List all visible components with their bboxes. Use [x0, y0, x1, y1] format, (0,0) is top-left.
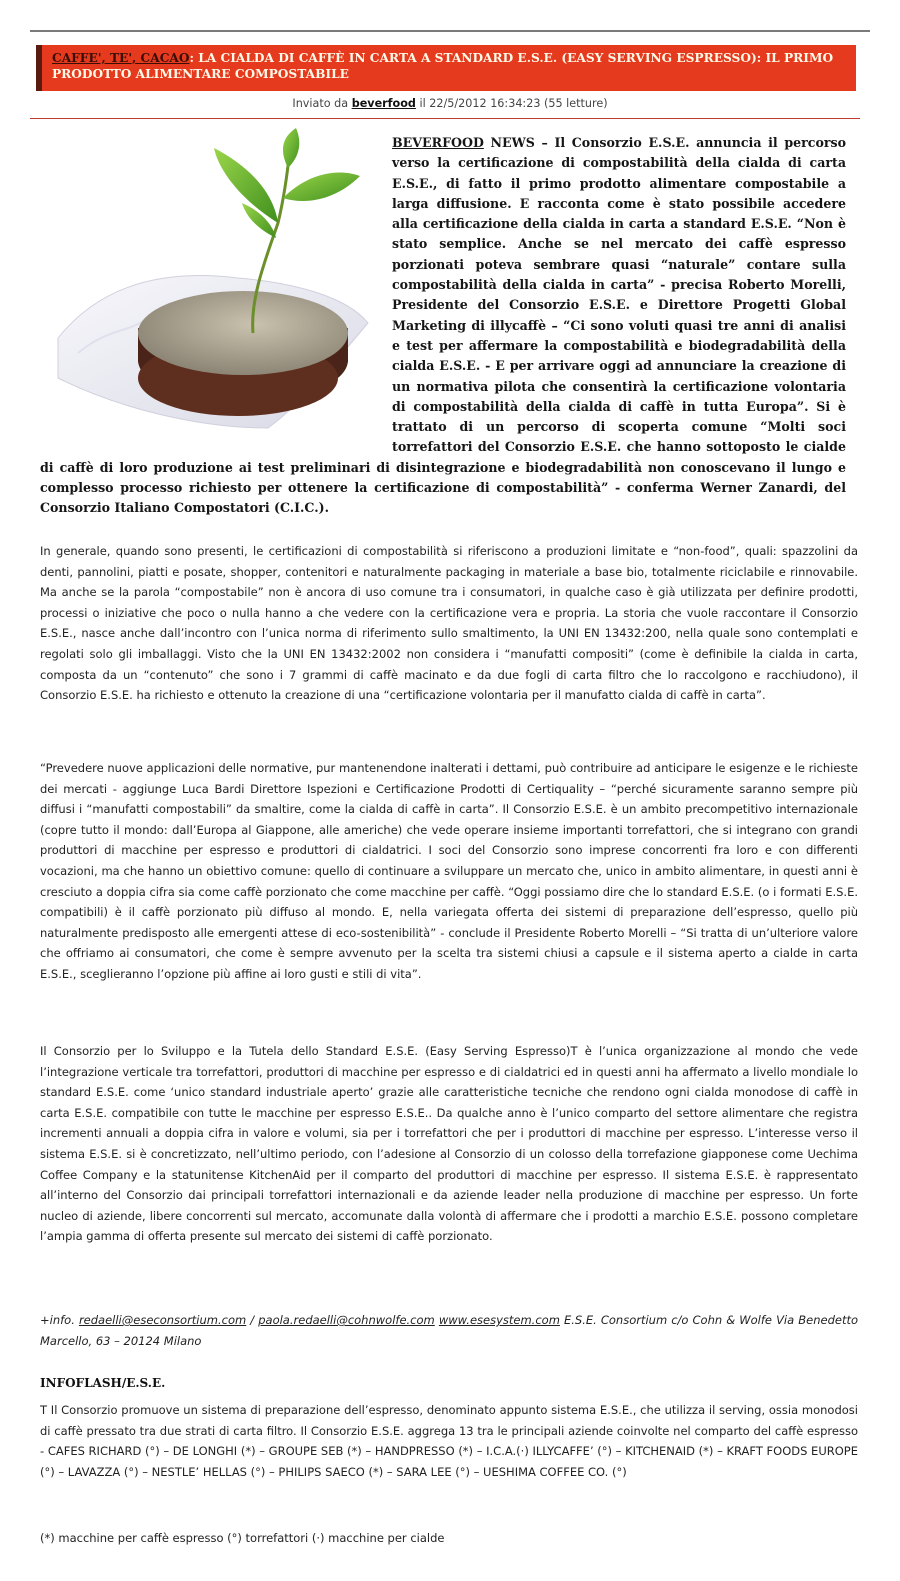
- email-link-2[interactable]: paola.redaelli@cohnwolfe.com: [258, 1313, 435, 1327]
- infoflash-legend: (*) macchine per caffè espresso (°) torrefattori (·) macchine per cialde: [40, 1531, 445, 1545]
- infoflash-text: T Il Consorzio promuove un sistema di preparazione dell’espresso, denominato appunto sistema E.S.E., che utilizza il serving, ossia monodosi di caffè pressato tra due strati di carta filtro. Il Consorzio E.S.E. aggrega 13 tra le principali aziende coinvolte nel comparto del caffè espresso - CAFES RICHARD (°) – DE LONGHI (*) – GROUPE SEB (*) – HANDPRESSO (*) – I.C.A.(·) ILLYCAFFE’ (°) – KITCHENAID (*) – KRAFT FOODS EUROPE (°) – LAVAZZA (°) – NESTLE’ HELLAS (°) – PHILIPS SAECO (*) – SARA LEE (°) – UESHIMA COFFEE CO. (°): [40, 1403, 858, 1479]
- paragraph-2: “Prevedere nuove applicazioni delle normative, pur mantenendone inalterati i dettami, può contribuire ad anticipare le esigenze e le richieste dei mercati - aggiunge Luca Bardi Direttore Ispezioni e Certificazione Prodotti di Certiquality – “perché sicuramente saranno sempre più diffusi i “manufatti compostabili” da smaltire, come la cialda di caffè in carta”. Il Consorzio E.S.E. è un ambito precompetitivo internazionale (copre tutto il mondo: dall’Europa al Giappone, alle americhe) che vede operare insieme importanti torrefattori, che si integrano con grandi produttori di macchine per espresso e produttori di cialdatrici. I soci del Consorzio sono imprese concorrenti fra loro e con differenti vocazioni, ma che hanno un obiettivo comune: quello di continuare a sviluppare un mercato che, unico in ambito alimentare, in questi anni è cresciuto a doppia cifra sia come caffè porzionato che come macchine per caffè. “Oggi possiamo dire che lo standard E.S.E. (o i formati E.S.E. compatibili) è il caffè porzionato più diffuso al mondo. E, nella variegata offerta dei sistemi di preparazione dell’espresso, quello più naturalmente predisposto alle emergenti attese di eco-sostenibilità” - conclude il Presidente Roberto Morelli – “Si tratta di un’ulteriore valore che offriamo ai consumatori, che come è sempre avvenuto per la scelta tra sistemi chiusi a capsule e il sistema aperto a cialde in carta E.S.E., sceglieranno l’opzione più affine ai loro gusti e stili di vita”.: [40, 761, 858, 981]
- lead-text: NEWS – Il Consorzio E.S.E. annuncia il percorso verso la certificazione di compostabilità della cialda di carta E.S.E., di fatto il primo prodotto alimentare compostabile a larga diffusione. E racconta come è stato possibile accedere alla certificazione della cialda in carta a standard E.S.E. “Non è stato semplice. Anche se nel mercato dei caffè espresso porzionati poteva sembrare quasi “naturale” contare sulla compostabilità della cialda in carta” - precisa Roberto Morelli, Presidente del Consorzio E.S.E. e Direttore Progetti Global Marketing di illycaffè – “Ci sono voluti quasi tre anni di analisi e test per affermare la compostabilità e biodegradabilità della cialda E.S.E. - E per arrivare oggi ad annunciare la creazione di un normativa pilota che consentirà la certificazione volontaria di compostabilità della cialda di caffè in tutta Europa”. Si è trattato di un percorso di scoperta comune “Molti soci torrefattori del Consorzio E.S.E. che hanno sottoposto le cialde di caffè di loro produzione ai test preliminari di disintegrazione e biodegradabilità non conoscevano il lungo e complesso processo richiesto per ottenere la certificazione di compostabilità” - conferma Werner Zanardi, del Consorzio Italiano Compostatori (C.I.C.).: [40, 135, 846, 516]
- website-link[interactable]: www.esesystem.com: [438, 1313, 560, 1327]
- infoflash-title: INFOFLASH/E.S.E.: [40, 1376, 166, 1390]
- category-link[interactable]: CAFFE', TE', CACAO: [52, 51, 190, 65]
- article-title: : LA CIALDA DI CAFFÈ IN CARTA A STANDARD E.S.E. (EASY SERVING ESPRESSO): IL PRIMO PRODOTTO ALIMENTARE COMPOSTABILE: [52, 51, 834, 81]
- paragraph-1: In generale, quando sono presenti, le certificazioni di compostabilità si riferiscono a produzioni limitate e “non-food”, quali: spazzolini da denti, pannolini, piatti e posate, shopper, contenitori e naturalmente packaging in materiale a base bio, totalmente riciclabile e rinnovabile. Ma anche se la parola “compostabile” non è ancora di uso comune tra i consumatori, in qualche caso è già utilizzata per definire prodotti, processi o iniziative che poco o nulla hanno a che vedere con la certificazione vera e propria. La storia che vuole raccontare il Consorzio E.S.E., nasce anche dall’incontro con l’unica norma di riferimento sullo smaltimento, la UNI EN 13432:200, nella quale sono contemplati e regolati solo gli imballaggi. Visto che la UNI EN 13432:2002 non considera i “manufatti compositi” (come è definibile la cialda in carta, composta da un “contenuto” che sono i 7 grammi di caffè macinato e da due fogli di carta filtro che lo raccolgono e racchiudono), il Consorzio E.S.E. ha richiesto e ottenuto la creazione di una “certificazione volontaria per il manufatto cialda di caffè in carta”.: [40, 544, 858, 703]
- article-header: [36, 45, 856, 91]
- meta-date: il 22/5/2012 16:34:23 (55 letture): [419, 97, 608, 110]
- brand-link[interactable]: BEVERFOOD: [392, 135, 484, 150]
- meta-prefix: Inviato da: [292, 97, 349, 110]
- info-address: E.S.E. Consortium c/o Cohn & Wolfe Via Benedetto Marcello, 63 – 20124 Milano: [40, 1313, 859, 1348]
- top-rule: [30, 30, 870, 32]
- email-link-1[interactable]: redaelli@eseconsortium.com: [78, 1313, 247, 1327]
- author-link[interactable]: beverfood: [351, 97, 416, 110]
- article-meta: [0, 97, 900, 110]
- info-contacts: [40, 1310, 858, 1352]
- image-spacer: [40, 133, 392, 441]
- info-separator: /: [246, 1313, 259, 1327]
- info-prefix: +info.: [40, 1313, 79, 1327]
- header-divider: [30, 118, 860, 119]
- lead-paragraph: [40, 133, 846, 519]
- paragraph-3: Il Consorzio per lo Sviluppo e la Tutela dello Standard E.S.E. (Easy Serving Espresso)T è l’unica organizzazione al mondo che vede l’integrazione verticale tra torrefattori, produttori di macchine per espresso e di cialdatrici ed in questi anni ha affermato a livello mondiale lo standard E.S.E. come ‘unico standard industriale aperto’ grazie alle caratteristiche tecniche che rendono ogni cialda monodose di caffè in carta E.S.E. compatibile con tutte le macchine per espresso E.S.E.. Da qualche anno è l’unico comparto del settore alimentare che registra incrementi annuali a doppia cifra in valore e volumi, sia per i torrefattori che per i produttori di macchine per espresso. L’interesse verso il sistema E.S.E. si è concretizzato, nell’ultimo periodo, con l’adesione al Consorzio di un colosso della torrefazione giapponese come Uechima Coffee Company e la statunitense KitchenAid per il comparto del produttori di macchine per espresso. Il sistema E.S.E. è rappresentato all’interno del Consorzio dai principali torrefattori internazionali e da aziende leader nella produzione di macchine per espresso. Un forte nucleo di aziende, libere concorrenti sul mercato, accomunate dalla volontà di affermare che i prodotti a marchio E.S.E. possono completare l’ampia gamma di offerta presente sul mercato dei sistemi di caffè porzionato.: [40, 1044, 858, 1244]
